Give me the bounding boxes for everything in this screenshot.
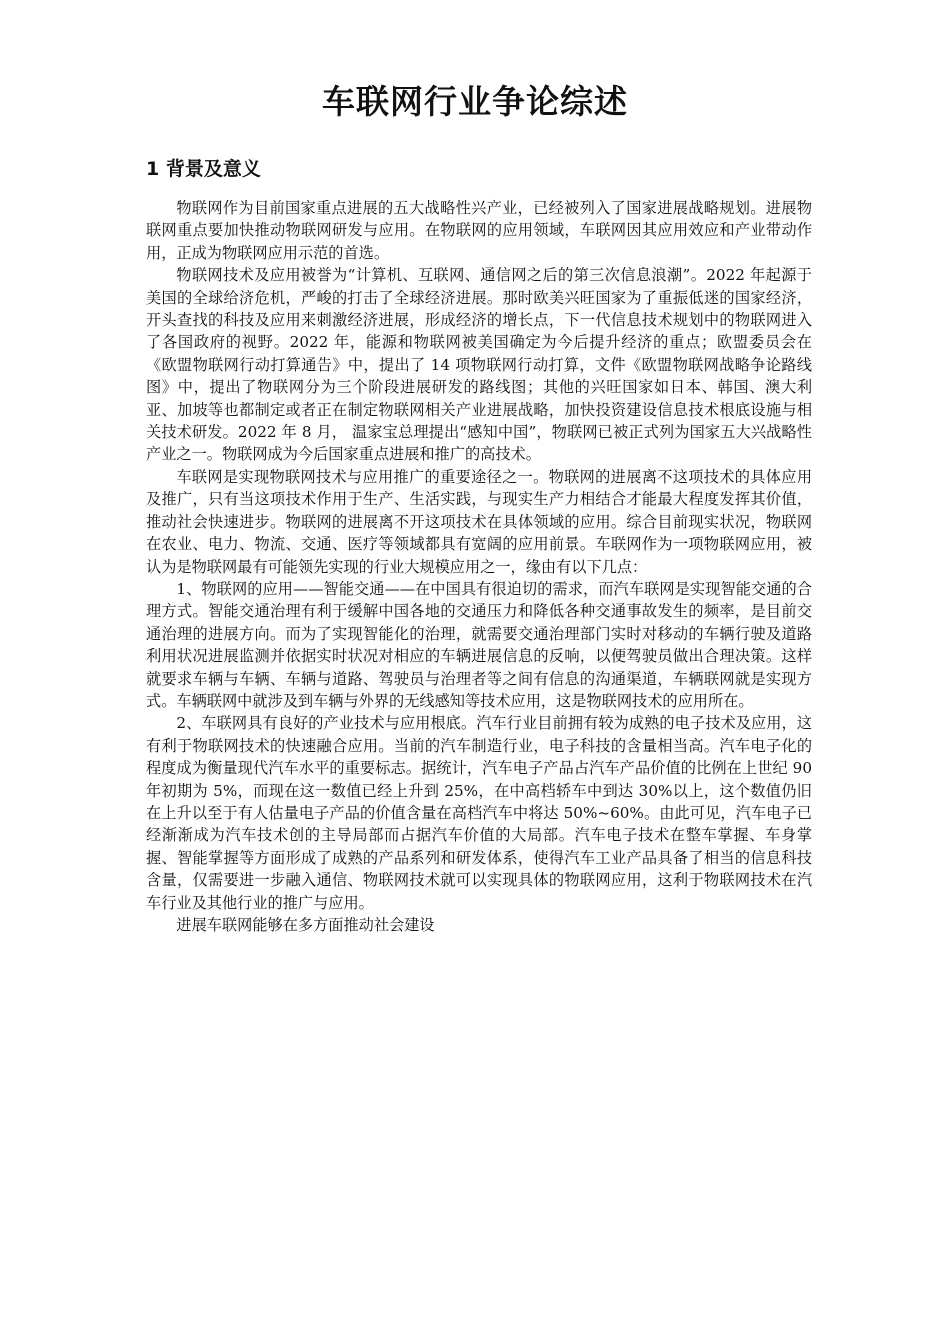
body-text bbox=[146, 197, 812, 936]
paragraph: 进展车联网能够在多方面推动社会建设 bbox=[176, 916, 435, 934]
document-title: 车联网行业争论综述 bbox=[322, 82, 628, 121]
paragraph: 2、车联网具有良好的产业技术与应用根底。汽车行业目前拥有较为成熟的电子技术及应用，这有利于物联网技术的快速融合应用。当前的汽车制造行业，电子科技的含量相当高。汽车电子化的程度成为衡量现代汽车水平的重要标志。据统计，汽车电子产品占汽车产品价值的比例在上世纪 90 年初期为 5%，而现在这一数值已经上升到 25%，在中高档轿车中到达 30%以上，这个数值仍旧在上升以至于有人估量电子产品的价值含量在高档汽车中将达 50%~60%。由此可见，汽车电子已经渐渐成为汽车技术创的主导局部而占据汽车价值的大局部。汽车电子技术在整车掌握、车身掌握、智能掌握等方面形成了成熟的产品系列和研发体系，使得汽车工业产品具备了相当的信息科技含量，仅需要进一步融入通信、物联网技术就可以实现具体的物联网应用，这利于物联网技术在汽车行业及其他行业的推广与应用。 bbox=[146, 714, 812, 912]
paragraph: 物联网作为目前国家重点进展的五大战略性兴产业，已经被列入了国家进展战略规划。进展物联网重点要加快推动物联网研发与应用。在物联网的应用领域，车联网因其应用效应和产业带动作用，正成为物联网应用示范的首选。 bbox=[146, 199, 812, 262]
section-heading: 1 背景及意义 bbox=[146, 158, 261, 180]
paragraph: 1、物联网的应用——智能交通——在中国具有很迫切的需求，而汽车联网是实现智能交通的合理方式。智能交通治理有利于缓解中国各地的交通压力和降低各种交通事故发生的频率，是目前交通治理的进展方向。而为了实现智能化的治理，就需要交通治理部门实时对移动的车辆行驶及道路利用状况进展监测并依据实时状况对相应的车辆进展信息的反响，以便驾驶员做出合理决策。这样就要求车辆与车辆、车辆与道路、驾驶员与治理者等之间有信息的沟通渠道，车辆联网就是实现方式。车辆联网中就涉及到车辆与外界的无线感知等技术应用，这是物联网技术的应用所在。 bbox=[146, 579, 812, 710]
paragraph: 车联网是实现物联网技术与应用推广的重要途径之一。物联网的进展离不这项技术的具体应用及推广，只有当这项技术作用于生产、生活实践，与现实生产力相结合才能最大程度发挥其价值，推动社会快速进步。物联网的进展离不开这项技术在具体领域的应用。综合目前现实状况，物联网在农业、电力、物流、交通、医疗等领域都具有宽阔的应用前景。车联网作为一项物联网应用，被认为是物联网最有可能领先实现的行业大规模应用之一，缘由有以下几点： bbox=[146, 467, 812, 576]
paragraph: 物联网技术及应用被誉为“计算机、互联网、通信网之后的第三次信息浪潮”。2022 年起源于美国的全球给济危机，严峻的打击了全球经济进展。那时欧美兴旺国家为了重振低迷的国家经济，开头查找的科技及应用来刺激经济进展，形成经济的增长点，下一代信息技术规划中的物联网进入了各国政府的视野。2022 年，能源和物联网被美国确定为今后提升经济的重点；欧盟委员会在《欧盟物联网行动打算通告》中，提出了 14 项物联网行动打算，文件《欧盟物联网战略争论路线图》中，提出了物联网分为三个阶段进展研发的路线图；其他的兴旺国家如日本、韩国、澳大利亚、加坡等也都制定或者正在制定物联网相关产业进展战略，加快投资建设信息技术根底设施与相关技术研发。2022 年 8 月， 温家宝总理提出“感知中国”，物联网已被正式列为国家五大兴战略性产业之一。物联网成为今后国家重点进展和推广的高技术。 bbox=[146, 266, 812, 464]
